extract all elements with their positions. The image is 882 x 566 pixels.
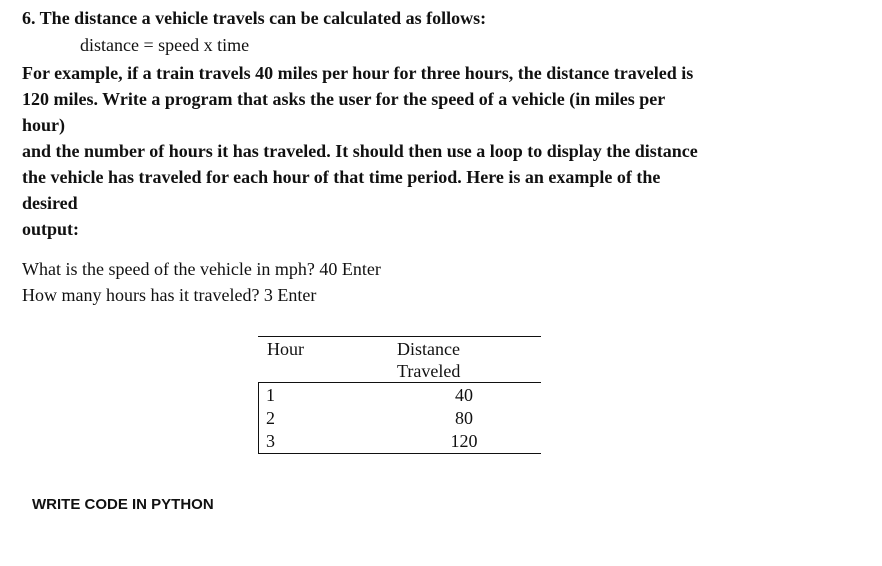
distance-cell: 80 (455, 408, 473, 428)
description-line: output: (22, 219, 80, 239)
description-line: For example, if a train travels 40 miles per hour for three hours, the distance traveled is (22, 63, 694, 83)
description-line: and the number of hours it has traveled. It should then use a loop to display the distance (22, 141, 698, 161)
distance-table (258, 336, 541, 454)
speed-prompt: What is the speed of the vehicle in mph? 40 Enter (22, 259, 381, 279)
column-header-hour: Hour (267, 339, 304, 359)
table-top-rule (258, 336, 541, 337)
column-header-distance-line2: Traveled (397, 361, 461, 381)
distance-cell: 40 (455, 385, 473, 405)
hour-cell: 1 (266, 385, 275, 405)
description-line: desired (22, 193, 78, 213)
description-line: hour) (22, 115, 66, 135)
python-note: WRITE CODE IN PYTHON (32, 496, 214, 513)
description-line: the vehicle has traveled for each hour of that time period. Here is an example of the (22, 167, 661, 187)
column-header-distance: Distance (397, 339, 460, 359)
table-left-rule (258, 382, 259, 453)
table-bottom-rule (258, 453, 541, 454)
formula: distance = speed x time (80, 35, 250, 55)
hour-cell: 2 (266, 408, 275, 428)
distance-cell: 120 (450, 431, 478, 451)
problem-heading: 6. The distance a vehicle travels can be calculated as follows: (22, 8, 487, 28)
hour-cell: 3 (266, 431, 275, 451)
hours-prompt: How many hours has it traveled? 3 Enter (22, 285, 317, 305)
description-line: 120 miles. Write a program that asks the user for the speed of a vehicle (in miles per (22, 89, 666, 109)
